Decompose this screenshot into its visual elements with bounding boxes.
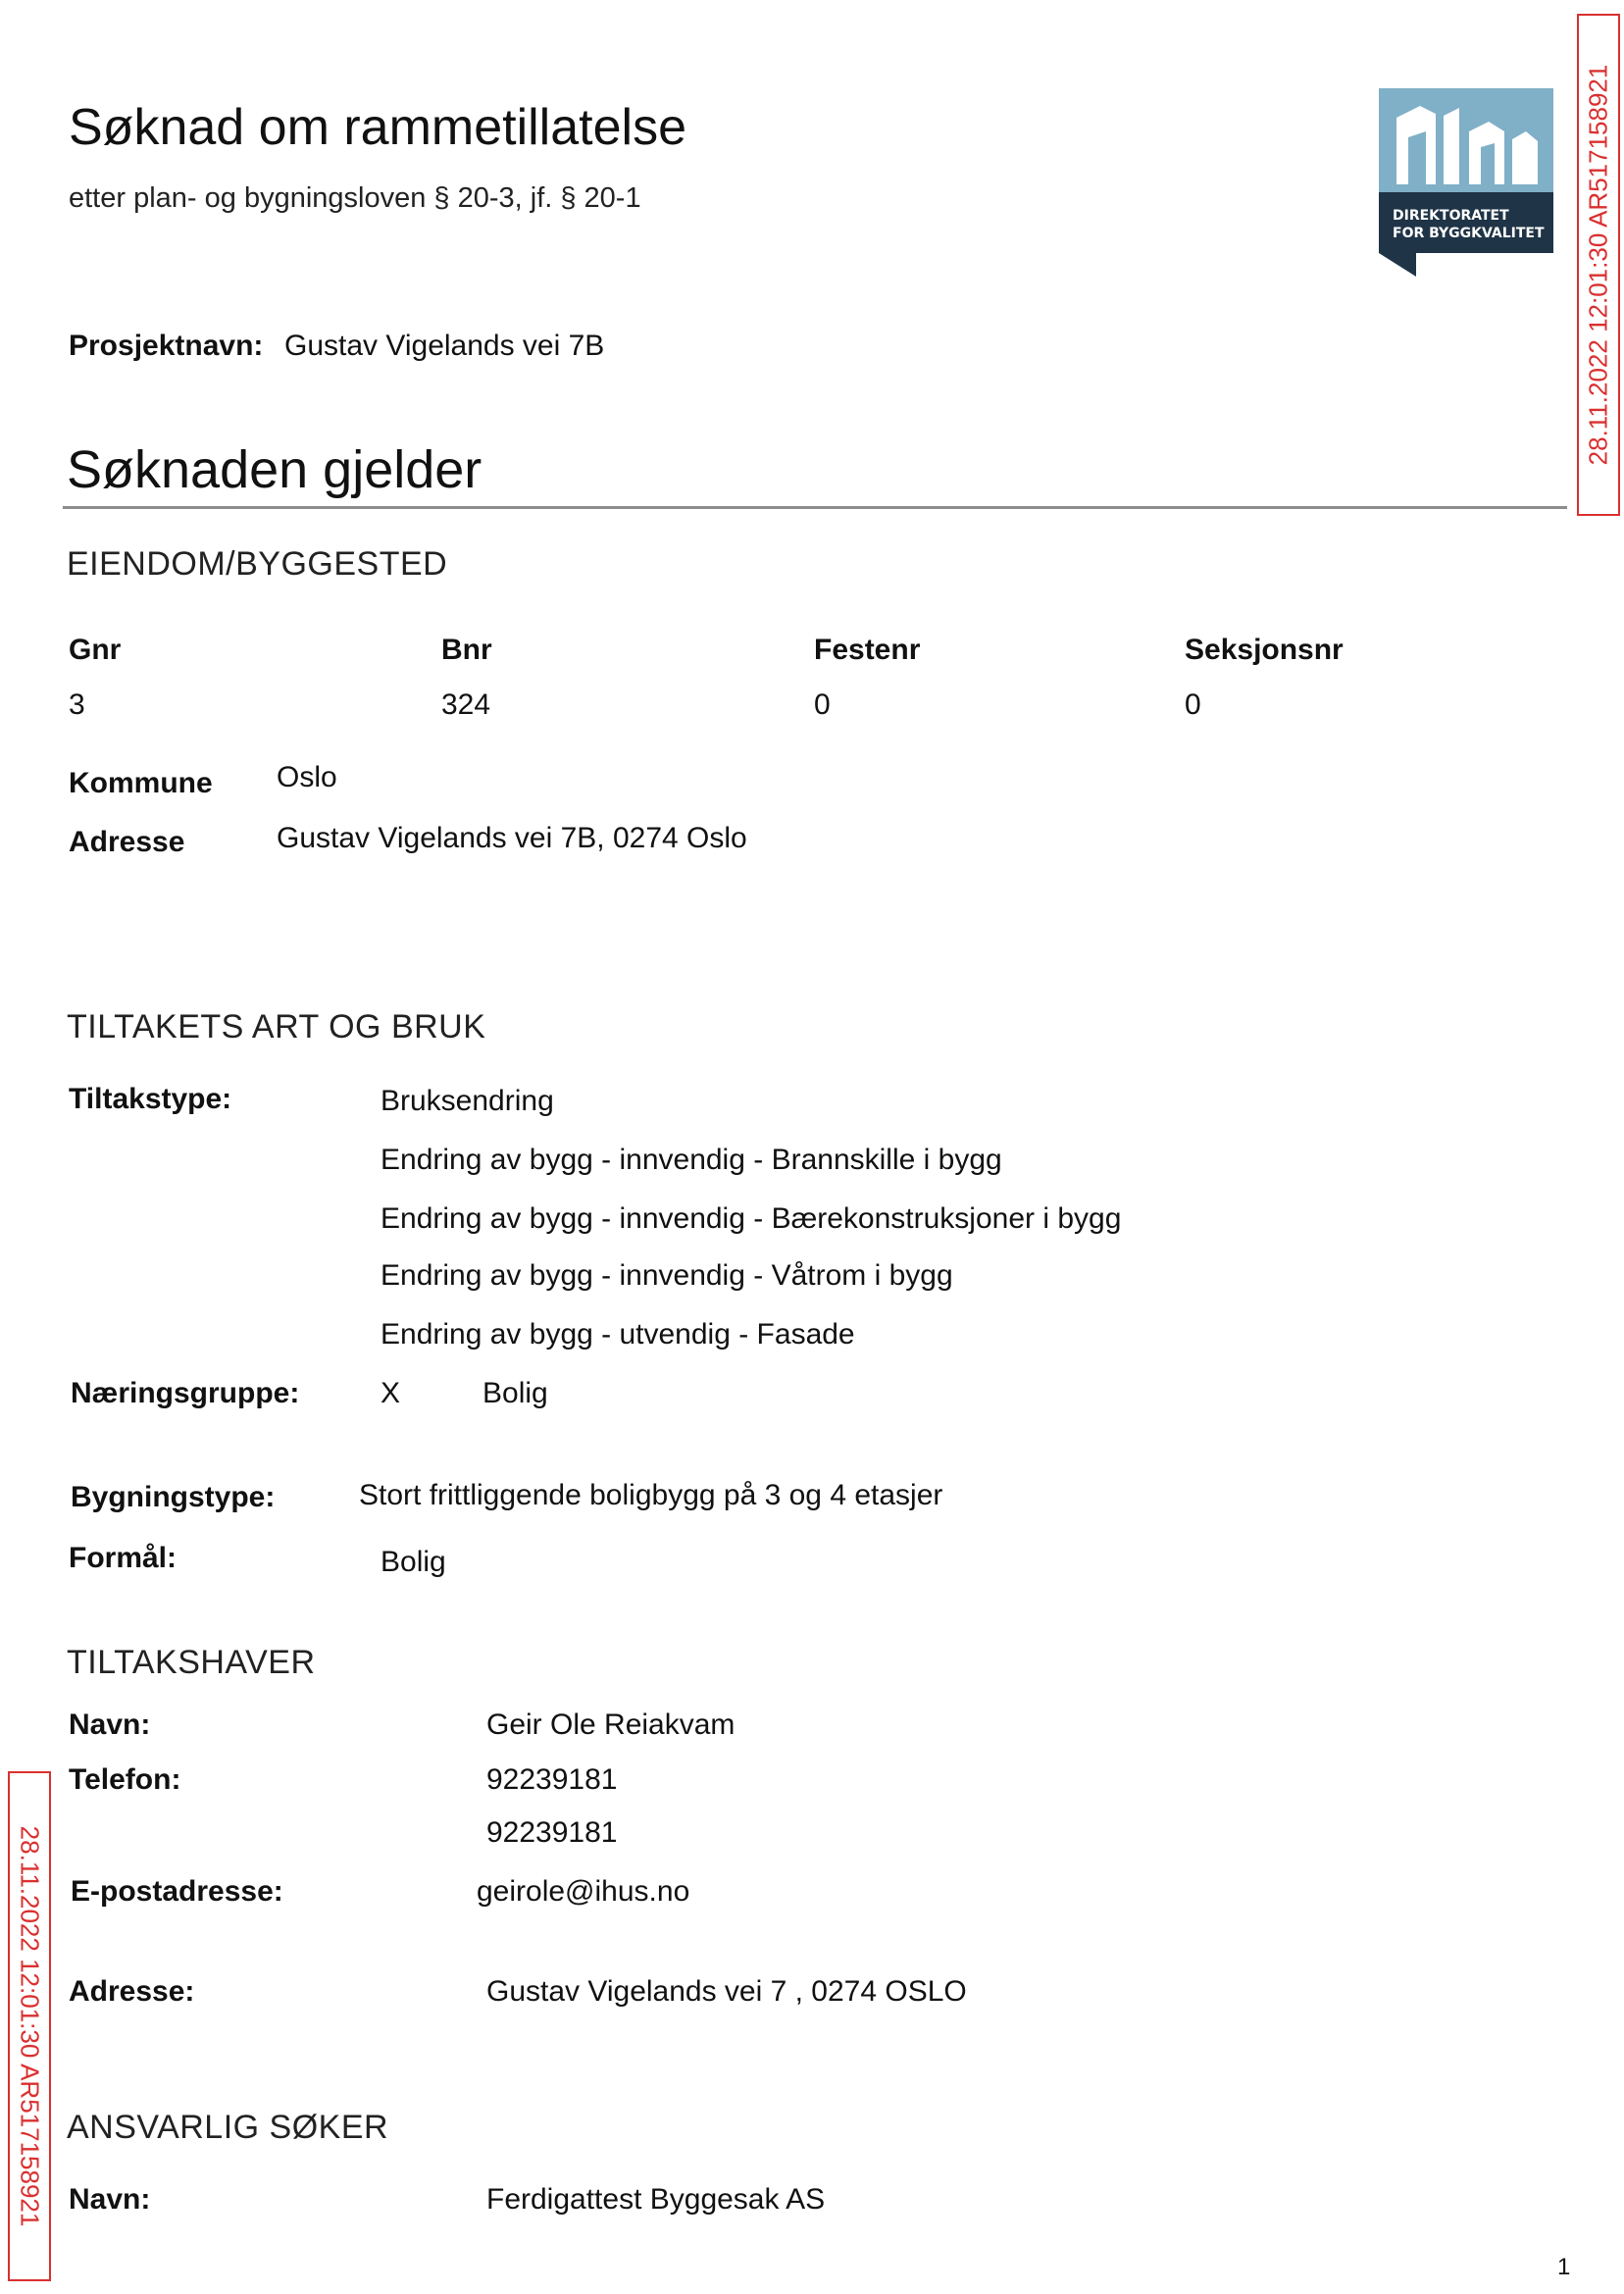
owner-phone-value: 92239181 — [486, 1763, 618, 1796]
adresse-label: Adresse — [69, 826, 185, 858]
gnr-label: Gnr — [69, 634, 122, 666]
tiltakstype-item: Endring av bygg - innvendig - Bærekonstruksjoner i bygg — [381, 1202, 1122, 1235]
naeringsgruppe-label: Næringsgruppe: — [71, 1377, 300, 1409]
bnr-value: 324 — [441, 688, 491, 721]
bygningstype-label: Bygningstype: — [71, 1481, 276, 1513]
applicant-name-value: Ferdigattest Byggesak AS — [486, 2183, 826, 2216]
timestamp-stamp-left — [8, 1771, 51, 2281]
tiltakstype-item: Endring av bygg - innvendig - Brannskille i bygg — [381, 1144, 1002, 1176]
dibk-logo — [1379, 88, 1553, 277]
adresse-value: Gustav Vigelands vei 7B, 0274 Oslo — [277, 822, 747, 854]
heading-divider — [63, 506, 1567, 509]
tiltakstype-item: Bruksendring — [381, 1085, 554, 1117]
project-name-value: Gustav Vigelands vei 7B — [284, 330, 605, 362]
dibk-logo-graphic — [1379, 88, 1553, 277]
owner-section-title: TILTAKSHAVER — [67, 1644, 316, 1681]
gnr-value: 3 — [69, 688, 85, 721]
applicant-name-label: Navn: — [69, 2183, 151, 2216]
owner-phone-value: 92239181 — [486, 1816, 618, 1849]
owner-address-value: Gustav Vigelands vei 7 , 0274 OSLO — [486, 1975, 967, 2008]
bnr-label: Bnr — [441, 634, 492, 666]
property-section-title: EIENDOM/BYGGESTED — [67, 545, 448, 583]
festenr-label: Festenr — [814, 634, 921, 666]
project-name-label: Prosjektnavn: — [69, 330, 264, 362]
kommune-value: Oslo — [277, 761, 337, 793]
owner-email-value: geirole@ihus.no — [477, 1875, 690, 1908]
tiltakstype-item: Endring av bygg - innvendig - Våtrom i bygg — [381, 1259, 953, 1292]
naeringsgruppe-code: X — [381, 1377, 401, 1409]
logo-text-line2: FOR BYGGKVALITET — [1393, 226, 1545, 241]
document-subtitle: etter plan- og bygningsloven § 20-3, jf. § 20-1 — [69, 182, 641, 214]
owner-email-label: E-postadresse: — [71, 1875, 283, 1908]
timestamp-stamp-left-text: 28.11.2022 12:01:30 AR517158921 — [15, 1825, 45, 2227]
kommune-label: Kommune — [69, 767, 213, 799]
timestamp-stamp-right-text: 28.11.2022 12:01:30 AR517158921 — [1583, 64, 1613, 466]
naeringsgruppe-value: Bolig — [482, 1377, 548, 1409]
bygningstype-value: Stort frittliggende boligbygg på 3 og 4 etasjer — [359, 1479, 943, 1511]
application-heading: Søknaden gjelder — [67, 440, 482, 499]
tiltakstype-label: Tiltakstype: — [69, 1083, 232, 1115]
page-number: 1 — [1557, 2254, 1571, 2280]
owner-name-value: Geir Ole Reiakvam — [486, 1708, 736, 1741]
tiltakstype-item: Endring av bygg - utvendig - Fasade — [381, 1318, 855, 1351]
owner-name-label: Navn: — [69, 1708, 151, 1741]
formal-label: Formål: — [69, 1542, 178, 1574]
document-title: Søknad om rammetillatelse — [69, 99, 686, 156]
measure-section-title: TILTAKETS ART OG BRUK — [67, 1008, 486, 1045]
applicant-section-title: ANSVARLIG SØKER — [67, 2109, 389, 2146]
timestamp-stamp-right — [1577, 14, 1620, 516]
formal-value: Bolig — [381, 1546, 446, 1578]
seksjonsnr-value: 0 — [1185, 688, 1201, 721]
festenr-value: 0 — [814, 688, 831, 721]
logo-text-line1: DIREKTORATET — [1393, 208, 1509, 224]
owner-address-label: Adresse: — [69, 1975, 195, 2008]
owner-phone-label: Telefon: — [69, 1763, 181, 1796]
seksjonsnr-label: Seksjonsnr — [1185, 634, 1344, 666]
